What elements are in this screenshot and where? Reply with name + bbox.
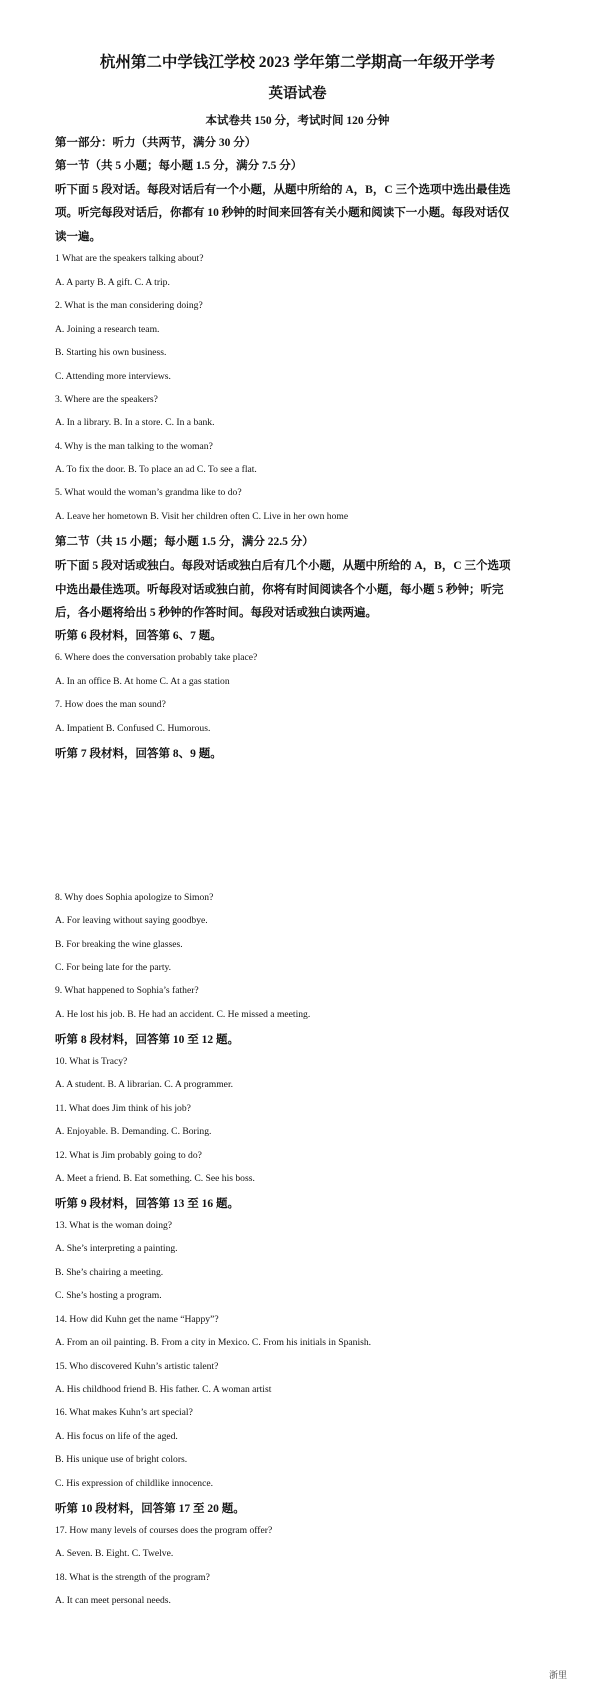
question: 18. What is the strength of the program?	[55, 1572, 210, 1583]
option: B. For breaking the wine glasses.	[55, 939, 183, 950]
option: B. Starting his own business.	[55, 347, 167, 358]
question: 9. What happened to Sophia’s father?	[55, 985, 199, 996]
options: A. Enjoyable. B. Demanding. C. Boring.	[55, 1126, 212, 1137]
option: A. She’s interpreting a painting.	[55, 1243, 178, 1254]
question: 1 What are the speakers talking about?	[55, 253, 204, 264]
question: 14. How did Kuhn get the name “Happy”?	[55, 1314, 219, 1325]
exam-title: 杭州第二中学钱江学校 2023 学年第二学期高一年级开学考	[99, 54, 496, 71]
instructions-line: 读一遍。	[55, 231, 101, 243]
option: C. His expression of childlike innocence.	[55, 1478, 213, 1489]
options: A. Leave her hometown B. Visit her children often C. Live in her own home	[55, 511, 349, 522]
question: 16. What makes Kuhn’s art special?	[55, 1407, 193, 1418]
option: A. Joining a research team.	[55, 324, 160, 335]
material-heading: 听第 7 段材料，回答第 8、9 题。	[55, 748, 222, 760]
option: A. His focus on life of the aged.	[55, 1431, 178, 1442]
options: A. His childhood friend B. His father. C. A woman artist	[55, 1384, 272, 1395]
material-heading: 听第 8 段材料，回答第 10 至 12 题。	[55, 1034, 239, 1046]
option: B. His unique use of bright colors.	[55, 1454, 188, 1465]
options: A. Impatient B. Confused C. Humorous.	[55, 723, 211, 734]
options: A. He lost his job. B. He had an accident. C. He missed a meeting.	[55, 1009, 311, 1020]
question: 10. What is Tracy?	[55, 1056, 128, 1067]
question: 3. Where are the speakers?	[55, 394, 158, 405]
question: 2. What is the man considering doing?	[55, 300, 203, 311]
question: 8. Why does Sophia apologize to Simon?	[55, 892, 214, 903]
section-heading: 第二节（共 15 小题；每小题 1.5 分，满分 22.5 分）	[55, 536, 314, 548]
instructions-line: 项。听完每段对话后，你都有 10 秒钟的时间来回答有关小题和阅读下一小题。每段对话仅	[55, 207, 510, 219]
options: A. From an oil painting. B. From a city in Mexico. C. From his initials in Spanish.	[55, 1337, 372, 1348]
options: A. In a library. B. In a store. C. In a bank.	[55, 417, 215, 428]
instructions-line: 后，各小题将给出 5 秒钟的作答时间。每段对话或独白读两遍。	[55, 607, 377, 619]
instructions-line: 听下面 5 段对话或独白。每段对话或独白后有几个小题，从题中所给的 A，B，C 三个选项	[55, 560, 511, 572]
options: A. Meet a friend. B. Eat something. C. See his boss.	[55, 1173, 255, 1184]
option: B. She’s chairing a meeting.	[55, 1267, 164, 1278]
instructions-line: 听下面 5 段对话。每段对话后有一个小题，从题中所给的 A，B，C 三个选项中选出最佳选	[55, 184, 511, 196]
section-heading: 第一节（共 5 小题；每小题 1.5 分，满分 7.5 分）	[55, 160, 303, 172]
question: 5. What would the woman’s grandma like to do?	[55, 487, 242, 498]
exam-subtitle: 英语试卷	[268, 86, 327, 102]
option: A. For leaving without saying goodbye.	[55, 915, 208, 926]
question: 15. Who discovered Kuhn’s artistic talent?	[55, 1361, 219, 1372]
option: C. Attending more interviews.	[55, 371, 171, 382]
options: A. In an office B. At home C. At a gas station	[55, 676, 230, 687]
question: 12. What is Jim probably going to do?	[55, 1150, 202, 1161]
material-heading: 听第 6 段材料，回答第 6、7 题。	[55, 630, 222, 642]
footer-watermark: 浙里	[548, 1670, 567, 1680]
option: C. She’s hosting a program.	[55, 1290, 162, 1301]
part-heading: 第一部分：听力（共两节，满分 30 分）	[55, 137, 257, 149]
option: C. For being late for the party.	[55, 962, 172, 973]
options: A. To fix the door. B. To place an ad C. To see a flat.	[55, 464, 257, 475]
options: A. Seven. B. Eight. C. Twelve.	[55, 1548, 174, 1559]
question: 4. Why is the man talking to the woman?	[55, 441, 213, 452]
option: A. It can meet personal needs.	[55, 1595, 171, 1606]
material-heading: 听第 9 段材料，回答第 13 至 16 题。	[55, 1198, 239, 1210]
instructions-line: 中选出最佳选项。听每段对话或独白前，你将有时间阅读各个小题，每小题 5 秒钟；听完	[55, 584, 504, 596]
question: 6. Where does the conversation probably take place?	[55, 652, 258, 663]
question: 17. How many levels of courses does the program offer?	[55, 1525, 273, 1536]
question: 11. What does Jim think of his job?	[55, 1103, 191, 1114]
question: 7. How does the man sound?	[55, 699, 166, 710]
question: 13. What is the woman doing?	[55, 1220, 173, 1231]
exam-meta: 本试卷共 150 分，考试时间 120 分钟	[205, 115, 390, 127]
options: A. A party B. A gift. C. A trip.	[55, 277, 170, 288]
options: A. A student. B. A librarian. C. A programmer.	[55, 1079, 234, 1090]
material-heading: 听第 10 段材料，回答第 17 至 20 题。	[55, 1503, 245, 1515]
